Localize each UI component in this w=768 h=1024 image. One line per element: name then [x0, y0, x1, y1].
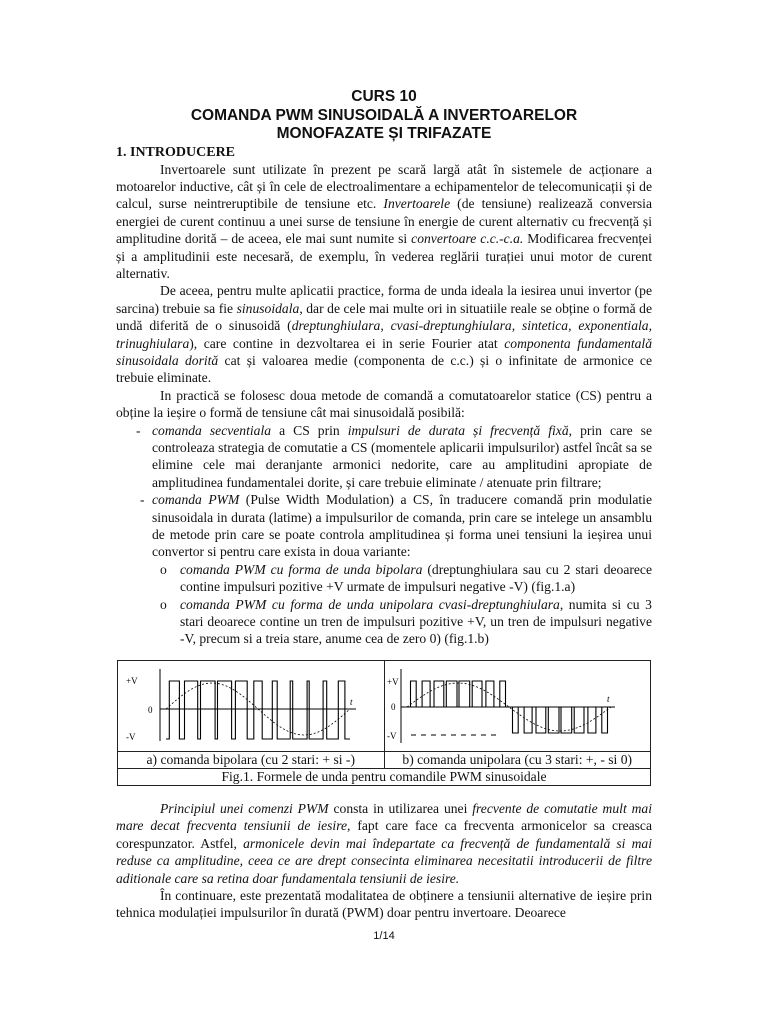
circle-bullet: o [160, 596, 167, 612]
pos-level-label: +V [126, 675, 138, 686]
circle-bullet: o [160, 561, 167, 577]
bipolar-waveform-plot [118, 661, 383, 747]
figure-caption-b: b) comanda unipolara (cu 3 stari: +, - si 0) [384, 751, 651, 768]
section-heading: 1. INTRODUCERE [116, 144, 236, 160]
sublist-item-unipolara: o comanda PWM cu forma de unda unipolara cvasi-dreptunghiulara, numita si cu 3 stari deoarece contine un tren de impulsuri pozitive +V, un tren de impulsuri negative -V, precum si a treia stare, anume cea de zero 0) (fig.1.b) [160, 596, 652, 647]
pos-level-label: +V [386, 676, 399, 687]
unipolar-waveform-plot [385, 661, 650, 747]
figure-caption-a: a) comanda bipolara (cu 2 stari: + si -) [118, 751, 385, 768]
document-title-line1: COMANDA PWM SINUSOIDALĂ A INVERTOARELOR [190, 106, 578, 124]
document-title-line2: MONOFAZATE ȘI TRIFAZATE [276, 125, 492, 142]
figure-unipolar-cell [384, 660, 651, 751]
zero-level-label: 0 [390, 701, 396, 712]
list-item-secventiala: - comanda secventiala a CS prin impulsuri de durata și frecvență fixă, prin care se controleaza strategia de comutatie a CS (momentele aplicarii impulsurilor) astfel încât sa se elimine cele mai deranjante armonici nedorite, care au amplitudini apropiate de amplitudinea fundamentalei dorite, și care trebuie eliminate / atenuate prin filtrare; [136, 422, 652, 490]
dash-bullet: - [140, 492, 145, 508]
figure-caption: Fig.1. Formele de unda pentru comandile PWM sinusoidale [118, 768, 651, 785]
figure-bipolar-cell [118, 660, 385, 751]
paragraph-principle: Principiul unei comenzi PWM consta in utilizarea unei frecvente de comutatie mult mai mare decat frecventa tensiunii de iesire, fapt care face ca frecventa armonicelor sa creasca corespunzator. Astfel, armonicele devin mai îndepartate ca frecvență de fundamentală si mai reduse ca amplitudine, ceea ce are drept consecinta eliminarea necesitatii introducerii de filtre aditionale care sa retina doar fundamentala tensiunii de iesire. [116, 800, 652, 886]
neg-level-label: -V [126, 731, 136, 742]
paragraph-continuation: În continuare, este prezentată modalitatea de obținere a tensiunii alternative de ieșire prin tehnica modulației impulsurilor în durată (PWM) doar pentru invertoare. Deoarece [116, 887, 652, 921]
neg-level-label: -V [386, 730, 397, 741]
zero-level-label: 0 [148, 704, 153, 715]
time-axis-label: t [350, 696, 353, 707]
course-number: CURS 10 [351, 88, 417, 105]
list-item-pwm: - comanda PWM (Pulse Width Modulation) a CS, în traducere comandă prin modulatie sinusoidala in durata (latime) a impulsurilor de comanda, prin care se intelege un ansamblu de metode prin care se poate controla amplitudinea și forma unei tensiuni la ieșirea unui convertor si pentru care exista in doua variante: [140, 492, 652, 560]
figure-table [117, 660, 651, 786]
dash-bullet: - [136, 422, 141, 438]
time-axis-label: t [606, 693, 610, 704]
sublist-item-bipolara: o comanda PWM cu forma de unda bipolara (dreptunghiulara sau cu 2 stari deoarece contine impulsuri pozitive +V urmate de impulsuri negative -V) (fig.1.a) [160, 561, 652, 595]
page-number: 1/14 [373, 930, 395, 942]
paragraph-3: In practică se folosesc doua metode de comandă a comutatoarelor statice (CS) pentru a obține la ieșire o formă de tensiune cât mai sinusoidală posibilă: [116, 387, 652, 421]
document-page [116, 88, 652, 922]
paragraph-2: De aceea, pentru multe aplicatii practice, forma de unda ideala la iesirea unui invertor (pe sarcina) trebuie sa fie sinusoidala, dar de cele mai multe ori in situatiile reale se obține o formă de undă diferită de o sinusoidă (dreptunghiulara, cvasi-dreptunghiulara, sintetica, exponentiala, trinughiulara), care contine in dezvoltarea ei in serie Fourier atat componenta fundamentală sinusoidala dorită cat și valoarea medie (componenta de c.c.) și o infinitate de armonice ce trebuie eliminate. [116, 283, 653, 386]
paragraph-1: Invertoarele sunt utilizate în prezent pe scară largă atât în sistemele de acționare a motoarelor inductive, cât și în cele de electroalimentare a echipamentelor de telecomunicații și de calcul, surse neintreruptibile de tensiune etc. Invertoarele (de tensiune) realizează conversia energiei de curent continuu a unei surse de tensiune în energie de curent alternativ cu frecvență și amplitudine dorită – de aceea, ele mai sunt numite si convertoare c.c.-c.a. Modificarea frecvenței și a amplitudinii este necesară, de exemplu, în vederea reglării turației unui motor de curent alternativ. [116, 161, 652, 281]
